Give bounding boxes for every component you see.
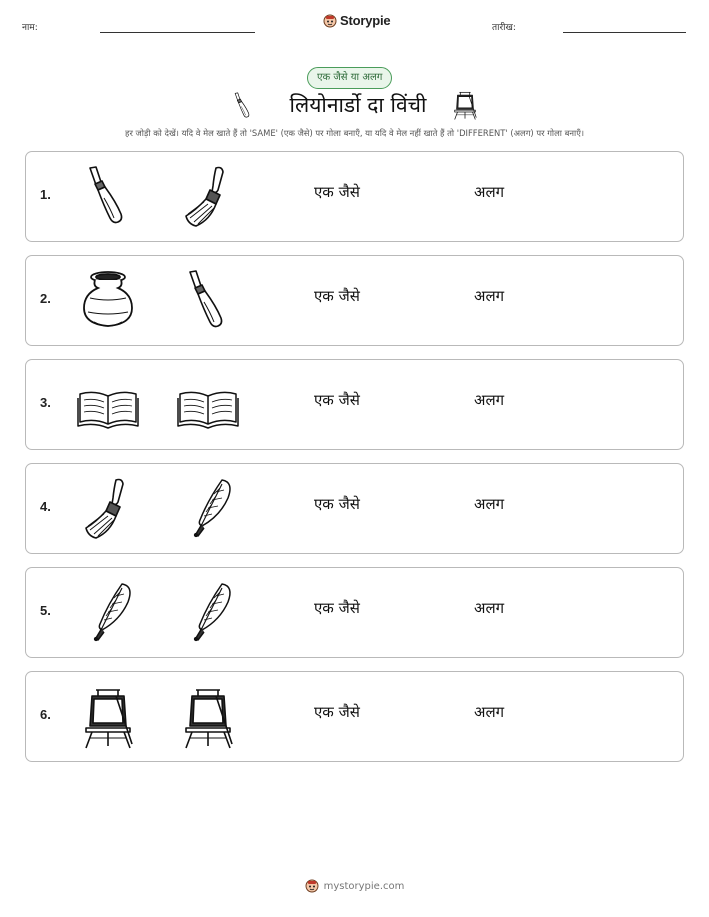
worksheet-type-badge: एक जैसे या अलग xyxy=(307,67,392,89)
option-different[interactable]: अलग xyxy=(474,495,505,513)
question-row-6 xyxy=(25,671,684,762)
footer-site-link[interactable]: mystorypie.com xyxy=(323,880,405,892)
storypie-mascot-icon xyxy=(323,14,337,28)
question-number: 4. xyxy=(40,499,51,514)
option-different[interactable]: अलग xyxy=(474,599,505,617)
book-icon xyxy=(76,372,140,438)
quill-icon xyxy=(176,476,240,542)
option-different[interactable]: अलग xyxy=(474,703,505,721)
page-title: लियोनार्डो दा विंची xyxy=(289,93,427,117)
easel-icon xyxy=(450,88,480,122)
question-row-1 xyxy=(25,151,684,242)
question-row-5 xyxy=(25,567,684,658)
paintbrush-icon xyxy=(176,164,240,230)
date-field-line[interactable] xyxy=(563,32,686,33)
option-same[interactable]: एक जैसे xyxy=(314,183,360,201)
question-number: 6. xyxy=(40,707,51,722)
name-field-line[interactable] xyxy=(100,32,255,33)
chisel-icon xyxy=(229,89,257,123)
pot-icon xyxy=(76,268,140,334)
question-number: 3. xyxy=(40,395,51,410)
storypie-mascot-icon xyxy=(305,879,319,893)
name-label: नाम: xyxy=(22,23,38,33)
paintbrush-icon xyxy=(76,476,140,542)
quill-icon xyxy=(76,580,140,646)
option-same[interactable]: एक जैसे xyxy=(314,287,360,305)
question-number: 5. xyxy=(40,603,51,618)
option-different[interactable]: अलग xyxy=(474,287,505,305)
option-different[interactable]: अलग xyxy=(474,391,505,409)
option-different[interactable]: अलग xyxy=(474,183,505,201)
option-same[interactable]: एक जैसे xyxy=(314,495,360,513)
quill-icon xyxy=(176,580,240,646)
chisel-icon xyxy=(76,164,140,230)
easel-icon xyxy=(176,684,240,750)
footer xyxy=(0,879,709,893)
option-same[interactable]: एक जैसे xyxy=(314,391,360,409)
question-row-2 xyxy=(25,255,684,346)
question-row-4 xyxy=(25,463,684,554)
question-row-3 xyxy=(25,359,684,450)
chisel-icon xyxy=(176,268,240,334)
date-label: तारीख: xyxy=(492,23,516,33)
question-number: 2. xyxy=(40,291,51,306)
book-icon xyxy=(176,372,240,438)
instructions-text: हर जोड़ी को देखें। यदि वे मेल खाते हैं तो 'SAME' (एक जैसे) पर गोला बनाएँ, या यदि वे मेल नहीं खाते हैं तो 'DIFFERENT' (अलग) पर गोला बनाएँ। xyxy=(125,128,584,138)
option-same[interactable]: एक जैसे xyxy=(314,703,360,721)
option-same[interactable]: एक जैसे xyxy=(314,599,360,617)
brand-logo xyxy=(323,13,390,28)
worksheet-header xyxy=(0,0,709,44)
question-number: 1. xyxy=(40,187,51,202)
brand-name: Storypie xyxy=(340,13,391,28)
easel-icon xyxy=(76,684,140,750)
